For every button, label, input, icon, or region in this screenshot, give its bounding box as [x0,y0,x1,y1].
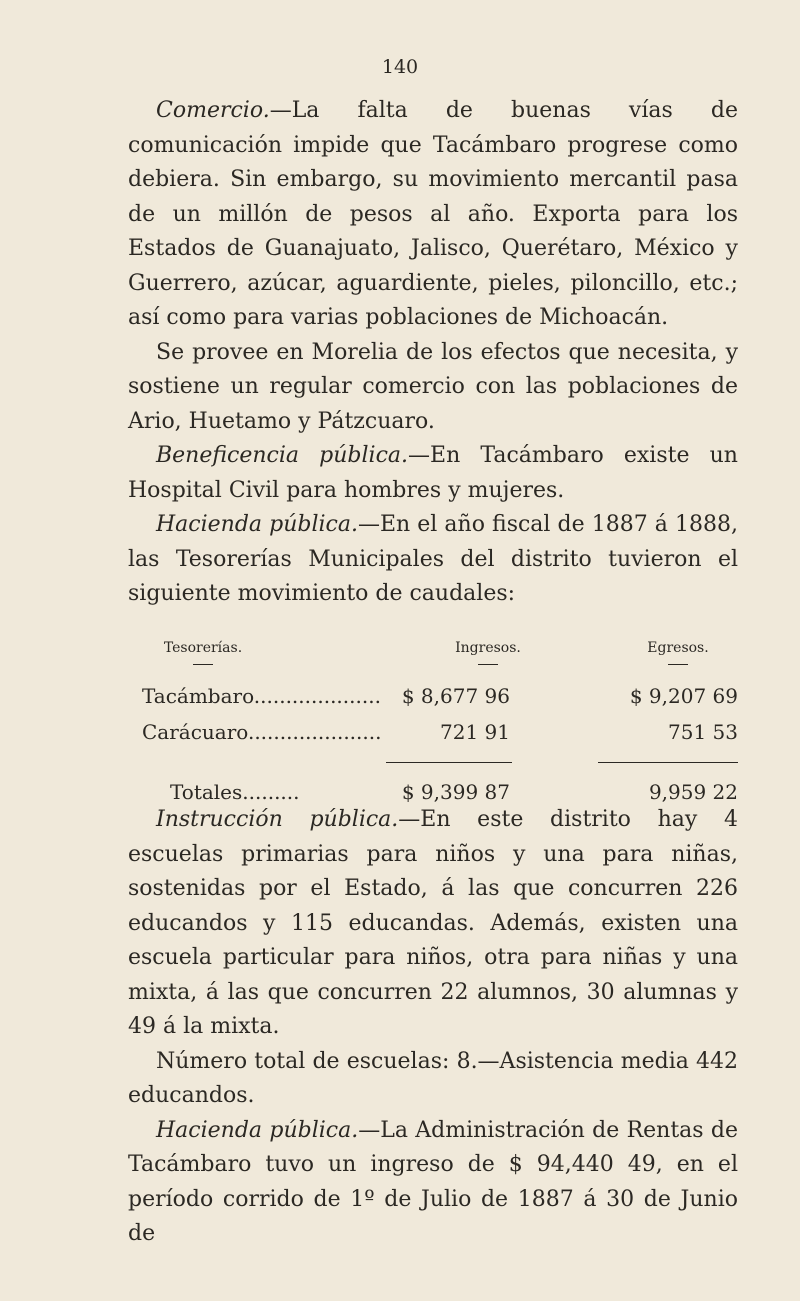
sum-rule-egresos [598,762,738,763]
paragraph-body: —La falta de buenas vías de comunicación impide que Tacámbaro progrese como debiera. Sin embargo, su movimiento mercantil pasa de un millón de pesos al año. Exporta para los Estados de Guanajuato, Jalisco, Querétaro, México y Guerrero, azúcar, aguardiente, pieles, piloncillo, etc.; así como para varias poblaciones de Michoacán. [128,98,738,330]
sum-rule-ingresos [386,762,512,763]
totals-egresos: 9,959 22 [648,780,738,804]
row-egresos: 751 53 [668,720,738,744]
header-dash [193,664,213,665]
paragraph-lead: Beneficencia pública. [156,443,409,468]
paragraph-body: Número total de escuelas: 8.—Asistencia media 442 educandos. [128,1048,738,1108]
paragraph-numero [128,1045,738,1114]
paragraph-body: Se provee en Morelia de los efectos que necesita, y sostiene un regular comercio con las poblaciones de Ario, Huetamo y Pátzcuaro. [128,339,738,434]
table-row [128,720,738,756]
paragraph-comercio [128,94,738,336]
paragraph-hacienda-2 [128,1114,738,1252]
row-ingresos: $ 8,677 96 [401,684,510,708]
row-ingresos: 721 91 [440,720,510,744]
row-name: Carácuaro..................... [142,720,382,744]
paragraph-body: —En el año fiscal de 1887 á 1888, las Tesorerías Municipales del distrito tuvieron el siguiente movimiento de caudales: [128,512,738,606]
sum-rules [128,756,738,780]
totals-ingresos: $ 9,399 87 [401,780,510,804]
header-dash [668,664,688,665]
paragraph-lead: Hacienda pública. [156,512,358,537]
row-name: Tacámbaro.................... [142,684,381,708]
paragraph-lead: Hacienda pública. [156,1117,359,1143]
paragraph-provee [128,336,738,440]
header-tesorerias: Tesorerías. [163,640,243,656]
paragraph-body: —En Tacámbaro existe un Hospital Civil para hombres y mujeres. [128,443,738,503]
text-block-top [128,94,738,612]
header-ingresos: Ingresos. [455,640,521,656]
table-header [128,640,738,684]
text-block-bottom [128,803,738,1252]
header-dash [478,664,498,665]
paragraph-beneficencia [128,439,738,508]
header-egresos: Egresos. [647,640,709,656]
paragraph-lead: Comercio. [156,98,270,123]
totals-label: Totales......... [170,780,300,804]
row-egresos: $ 9,207 69 [629,684,738,708]
paragraph-instruccion [128,803,738,1045]
table-row [128,684,738,720]
paragraph-body: —En este distrito hay 4 escuelas primarias para niños y una para niñas, sostenidas por el Estado, á las que concurren 226 educandos y 115 educandas. Además, existen una escuela particular para niños, otra para niñas y una mixta, á las que concurren 22 alumnos, 30 alumnas y 49 á la mixta. [128,807,738,1039]
paragraph-body: —La Administración de Rentas de Tacámbaro tuvo un ingreso de $ 94,440 49, en el período corrido de 1º de Julio de 1887 á 30 de Junio de [128,1117,738,1246]
page-number: 140 [381,56,419,78]
paragraph-lead: Instrucción pública. [156,807,399,832]
paragraph-hacienda [128,508,738,612]
caudales-table [128,640,738,816]
